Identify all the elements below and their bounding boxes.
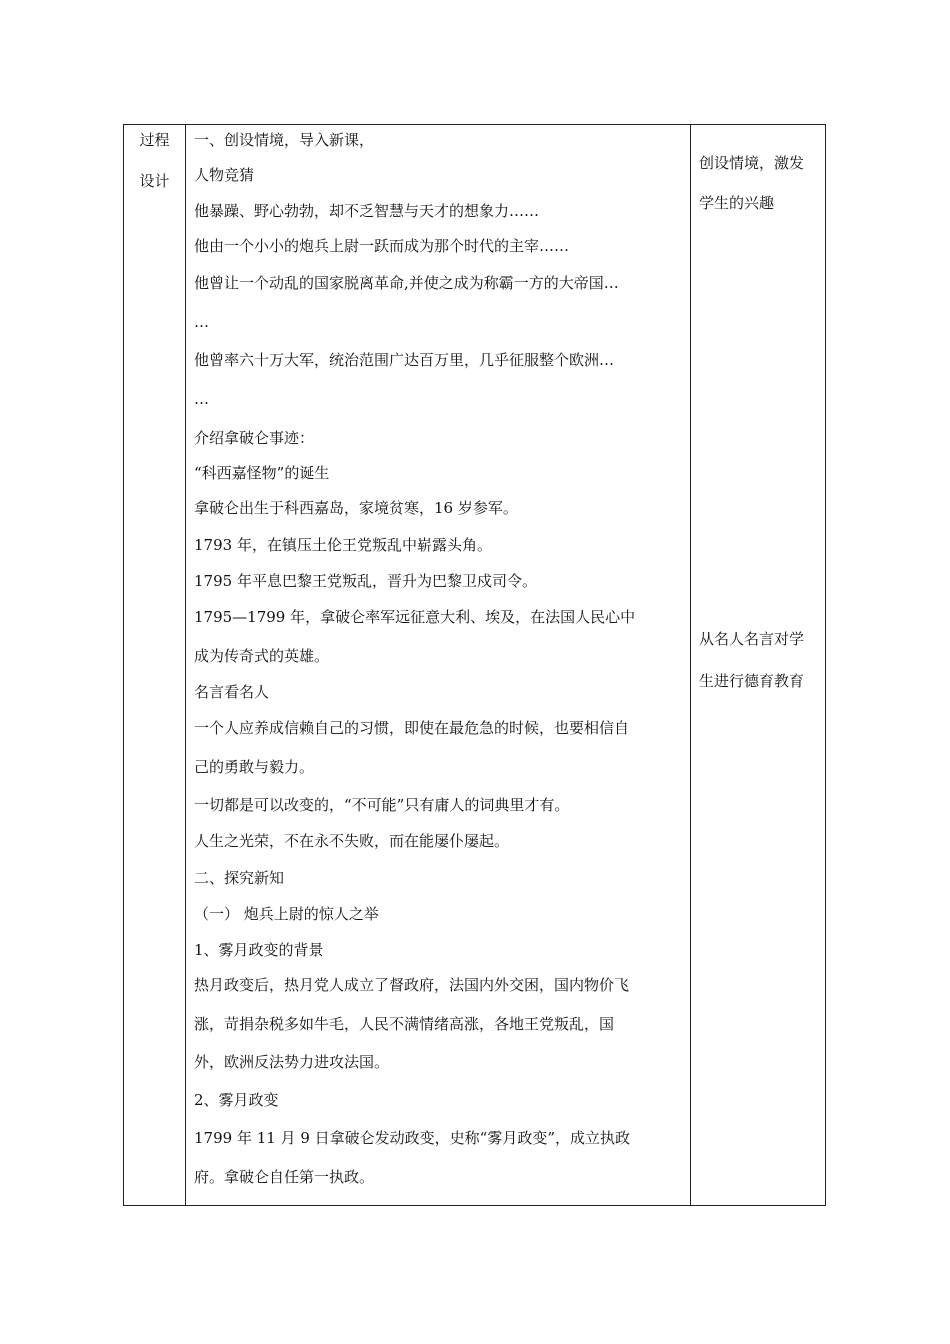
text-line: 外，欧洲反法势力进攻法国。 bbox=[194, 1053, 390, 1071]
note-line: 学生的兴趣 bbox=[699, 194, 775, 212]
text-line: 成为传奇式的英雄。 bbox=[194, 647, 330, 665]
text-line: 他由一个小小的炮兵上尉一跃而成为那个时代的主宰…… bbox=[194, 237, 570, 255]
text-line: 他曾率六十万大军，统治范围广达百万里，几乎征服整个欧洲… bbox=[194, 351, 615, 369]
note-line: 生进行德育教育 bbox=[699, 672, 805, 690]
text-line: 1795—1799 年，拿破仑率军远征意大利、埃及，在法国人民心中 bbox=[194, 608, 636, 626]
section-label-line1: 过程 bbox=[139, 131, 170, 149]
note-line: 创设情境，激发 bbox=[699, 154, 805, 172]
text-line: … bbox=[194, 390, 209, 408]
lesson-table bbox=[123, 124, 826, 1206]
text-line: 2、雾月政变 bbox=[194, 1091, 279, 1109]
column-divider bbox=[185, 125, 186, 1205]
column-divider bbox=[690, 125, 691, 1205]
text-line: 一、创设情境，导入新课， bbox=[194, 131, 375, 149]
text-line: 一切都是可以改变的，“不可能”只有庸人的词典里才有。 bbox=[194, 796, 570, 814]
text-line: 介绍拿破仑事迹： bbox=[194, 429, 315, 447]
text-line: 热月政变后，热月党人成立了督政府，法国内外交困，国内物价飞 bbox=[194, 976, 630, 994]
text-line: 一个人应养成信赖自己的习惯，即使在最危急的时候，也要相信自 bbox=[194, 719, 630, 737]
text-line: 人物竞猜 bbox=[194, 166, 255, 184]
text-line: 二、探究新知 bbox=[194, 869, 285, 887]
text-line: 拿破仑出生于科西嘉岛，家境贫寒，16 岁参军。 bbox=[194, 499, 518, 517]
text-line: “科西嘉怪物”的诞生 bbox=[194, 464, 330, 482]
text-line: 1793 年，在镇压土伦王党叛乱中崭露头角。 bbox=[194, 536, 492, 554]
text-line: 他曾让一个动乱的国家脱离革命,并使之成为称霸一方的大帝国… bbox=[194, 274, 619, 292]
text-line: 府。拿破仑自任第一执政。 bbox=[194, 1168, 375, 1186]
section-label-line2: 设计 bbox=[139, 172, 170, 190]
text-line: 人生之光荣，不在永不失败，而在能屡仆屡起。 bbox=[194, 832, 510, 850]
text-line: 1795 年平息巴黎王党叛乱，晋升为巴黎卫戍司令。 bbox=[194, 572, 537, 590]
text-line: 名言看名人 bbox=[194, 683, 270, 701]
text-line: 1799 年 11 月 9 日拿破仑发动政变，史称“雾月政变”，成立执政 bbox=[194, 1129, 630, 1147]
text-line: （一） 炮兵上尉的惊人之举 bbox=[194, 905, 379, 923]
note-line: 从名人名言对学 bbox=[699, 630, 805, 648]
text-line: 他暴躁、野心勃勃，却不乏智慧与天才的想象力…… bbox=[194, 202, 540, 220]
text-line: … bbox=[194, 313, 209, 331]
text-line: 己的勇敢与毅力。 bbox=[194, 758, 315, 776]
text-line: 1、雾月政变的背景 bbox=[194, 941, 324, 959]
text-line: 涨，苛捐杂税多如牛毛，人民不满情绪高涨，各地王党叛乱，国 bbox=[194, 1015, 615, 1033]
